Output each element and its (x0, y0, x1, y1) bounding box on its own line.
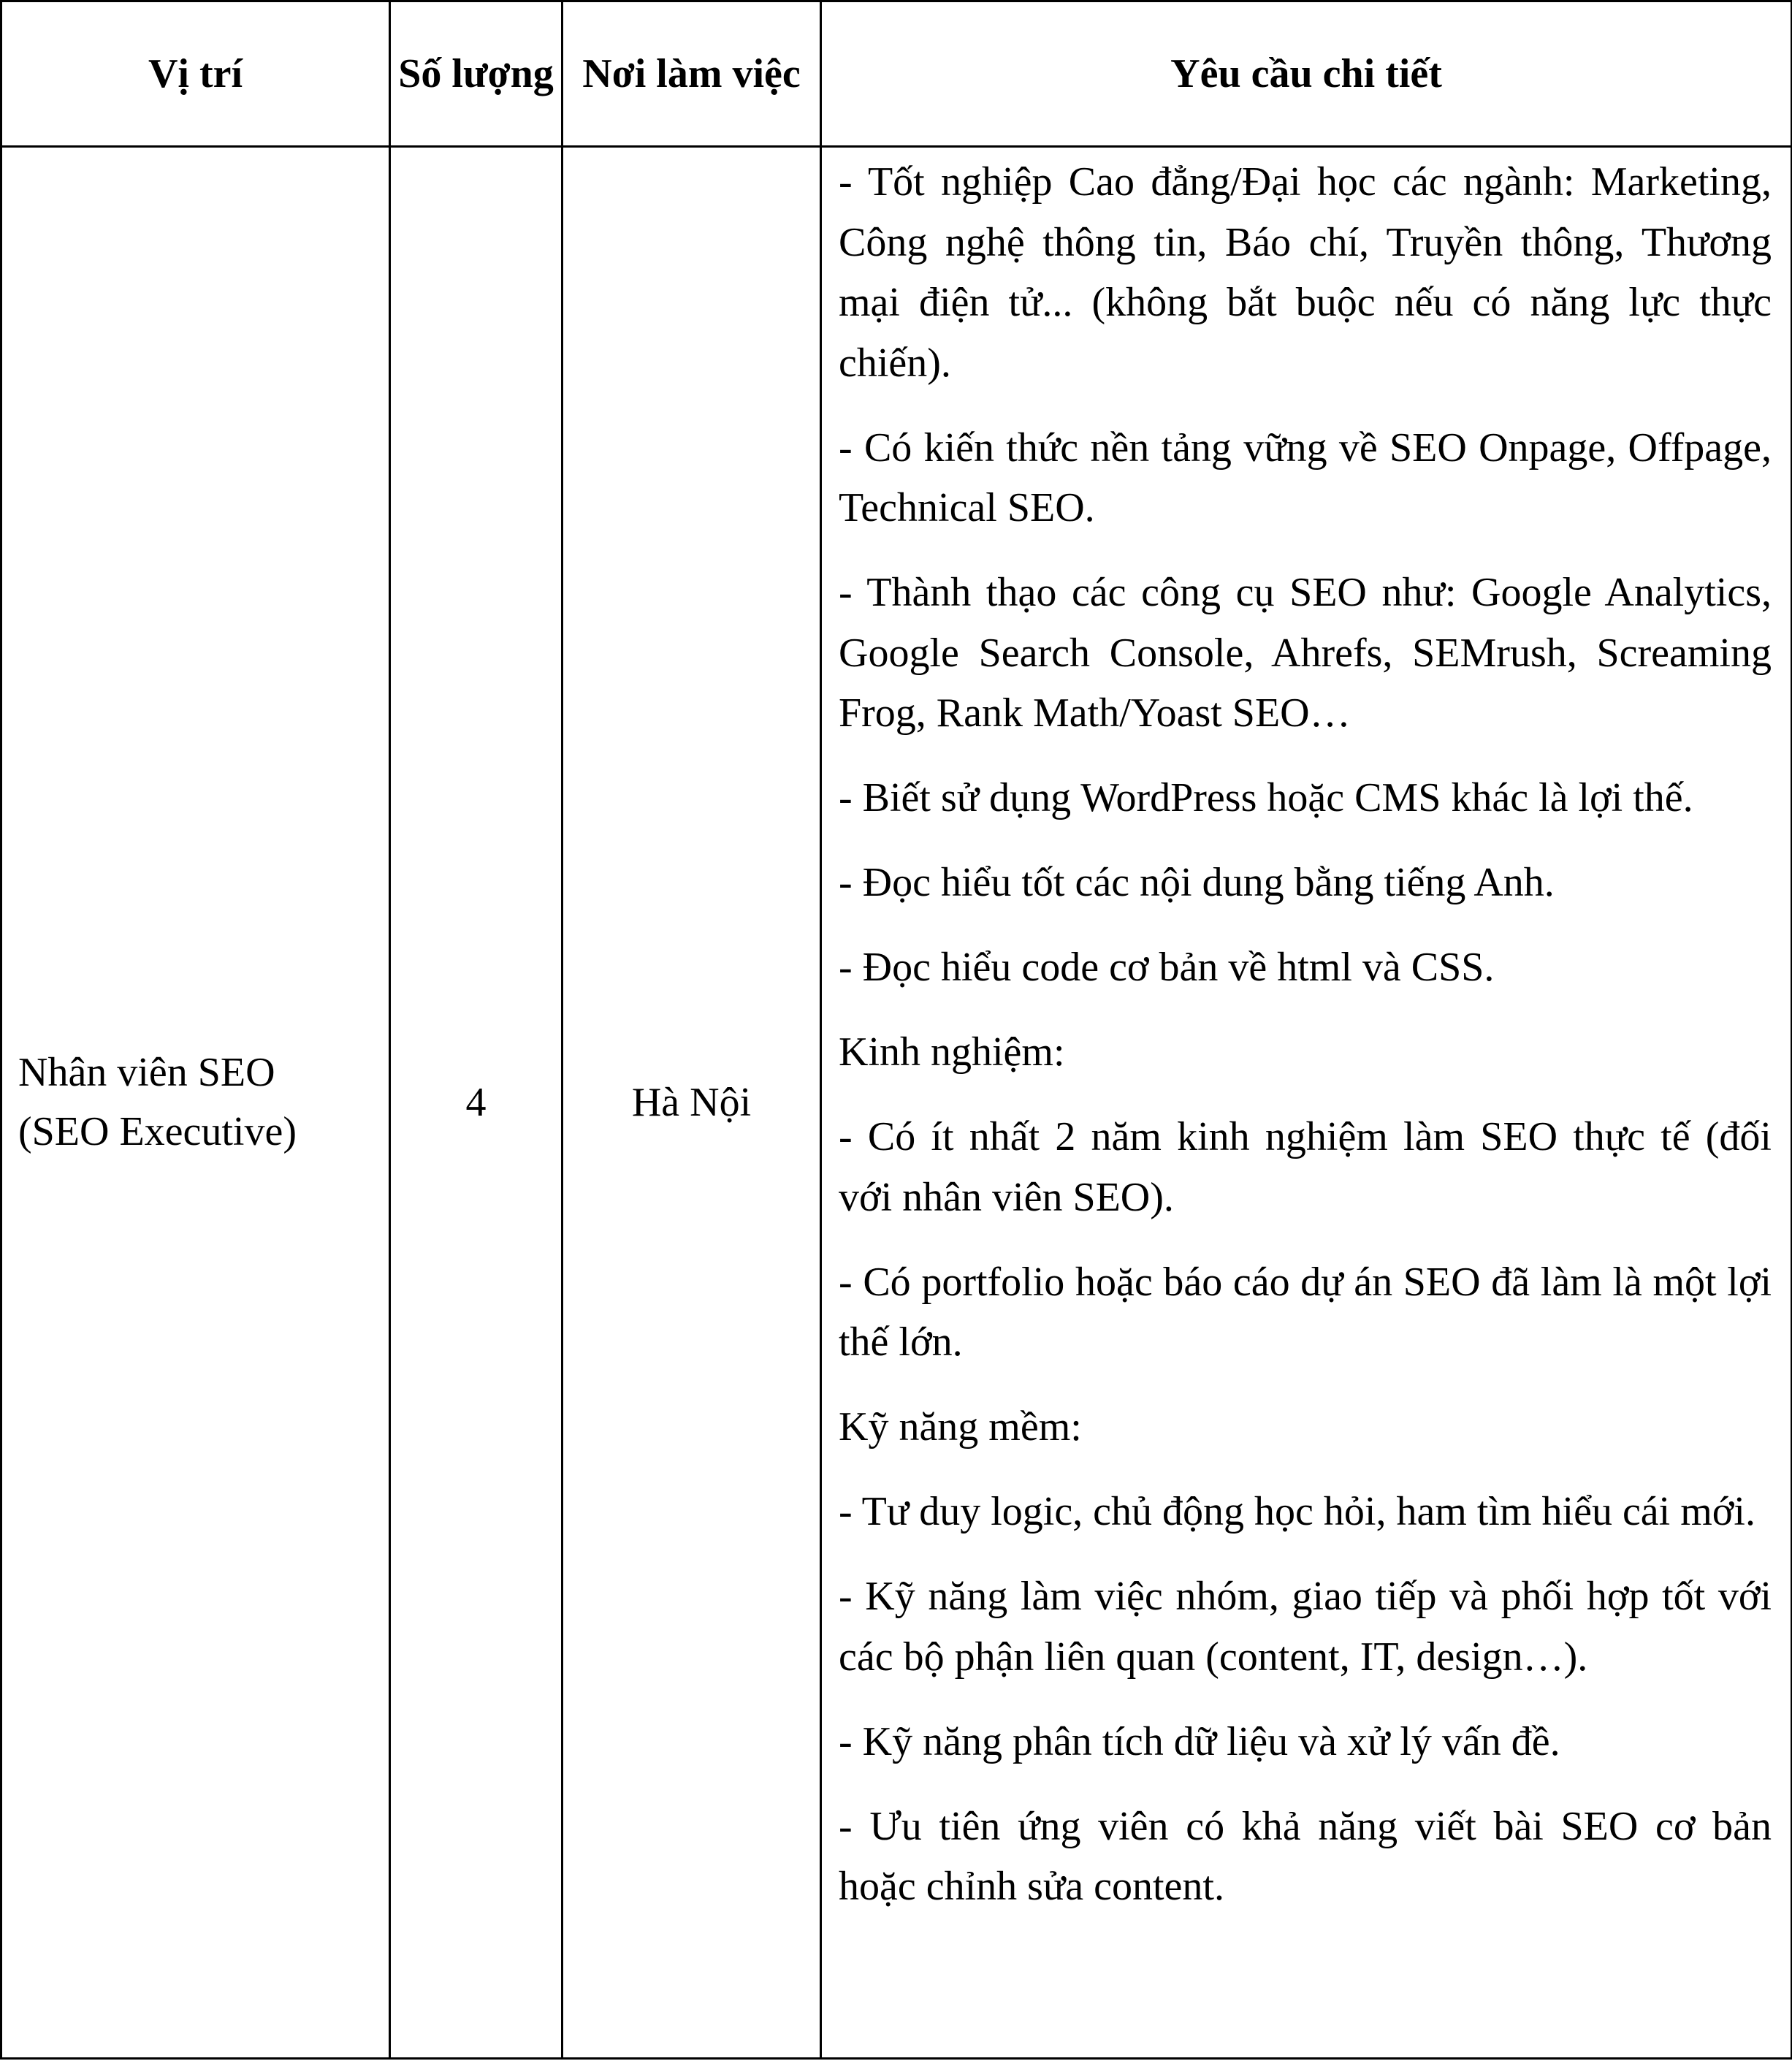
requirement-item: - Có kiến thức nền tảng vững về SEO Onpage, Offpage, Technical SEO. (839, 424, 1772, 530)
quantity-cell: 4 (390, 147, 563, 2059)
requirement-item: - Kỹ năng làm việc nhóm, giao tiếp và phối hợp tốt với các bộ phận liên quan (content, IT, design…). (839, 1574, 1772, 1680)
requirement-item: - Đọc hiểu tốt các nội dung bằng tiếng Anh. (839, 860, 1555, 905)
position-title-en: (SEO Executive) (18, 1109, 297, 1154)
requirement-item: - Tốt nghiệp Cao đẳng/Đại học các ngành: Marketing, Công nghệ thông tin, Báo chí, Truyền thông, Thương mại điện tử... (không bắt buộc nếu có năng lực thực chiến). (839, 159, 1772, 386)
position-title: Nhân viên SEO (18, 1050, 275, 1095)
header-workplace: Nơi làm việc (563, 1, 821, 147)
requirement-item: - Biết sử dụng WordPress hoặc CMS khác là lợi thế. (839, 775, 1693, 820)
header-requirements: Yêu cầu chi tiết (821, 1, 1792, 147)
table-header-row (1, 1, 1792, 147)
requirement-item: - Có portfolio hoặc báo cáo dự án SEO đã làm là một lợi thế lớn. (839, 1259, 1772, 1365)
requirement-item: - Thành thạo các công cụ SEO như: Google Analytics, Google Search Console, Ahrefs, SEMrush, Screaming Frog, Rank Math/Yoast SEO… (839, 570, 1772, 736)
requirement-item: - Kỹ năng phân tích dữ liệu và xử lý vấn đề. (839, 1718, 1560, 1764)
position-cell (1, 147, 390, 2059)
header-quantity: Số lượng (390, 1, 563, 147)
requirement-item: - Ưu tiên ứng viên có khả năng viết bài SEO cơ bản hoặc chỉnh sửa content. (839, 1803, 1772, 1909)
table-row (1, 147, 1792, 2059)
requirement-item: - Có ít nhất 2 năm kinh nghiệm làm SEO thực tế (đối với nhân viên SEO). (839, 1114, 1772, 1220)
workplace-cell: Hà Nội (563, 147, 821, 2059)
soft-skills-heading: Kỹ năng mềm: (839, 1404, 1082, 1449)
header-position: Vị trí (1, 1, 390, 147)
requirements-cell (821, 147, 1792, 2059)
requirement-item: - Đọc hiểu code cơ bản về html và CSS. (839, 945, 1495, 990)
experience-heading: Kinh nghiệm: (839, 1029, 1065, 1075)
requirement-item: - Tư duy logic, chủ động học hỏi, ham tìm hiểu cái mới. (839, 1489, 1755, 1534)
